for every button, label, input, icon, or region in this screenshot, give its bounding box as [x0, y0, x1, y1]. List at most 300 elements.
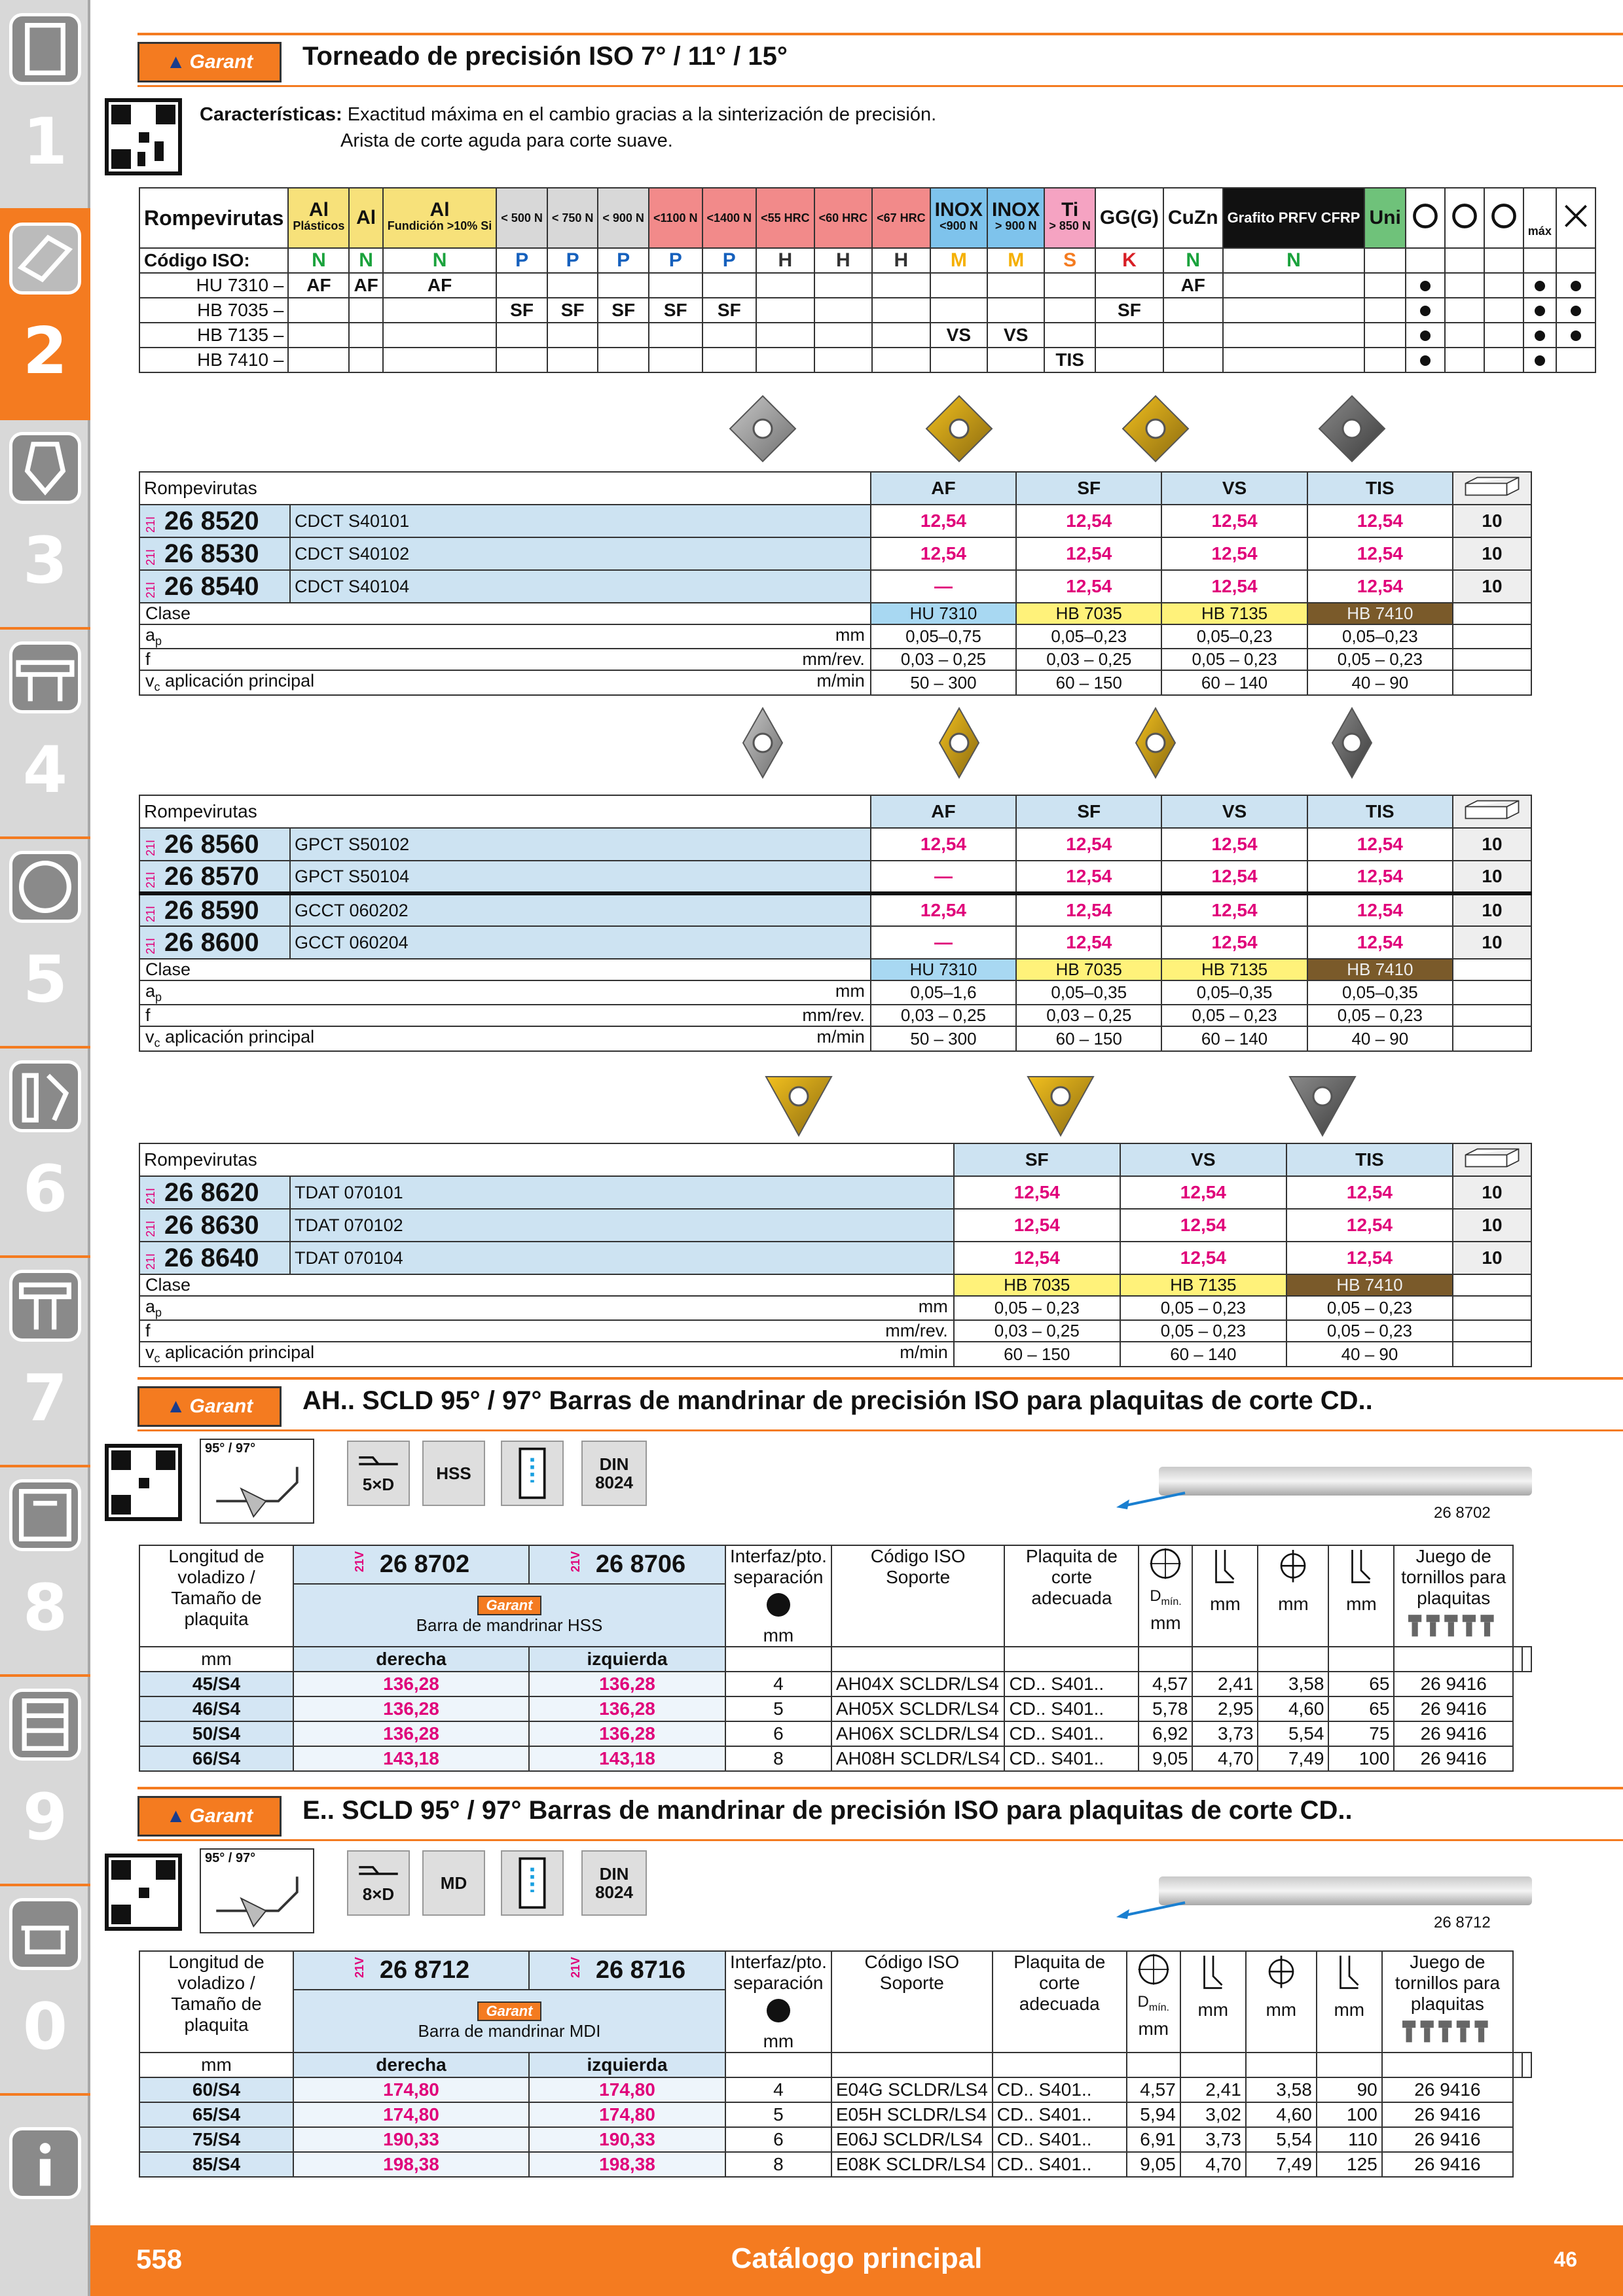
material-strength: Fundición >10% Si: [387, 219, 492, 232]
spec-value: 0,03 – 0,25: [1016, 649, 1161, 670]
price-cell: 12,54: [1307, 893, 1453, 926]
pack-quantity: 10: [1453, 1176, 1531, 1209]
table-row: [139, 828, 1531, 861]
price-cell: 174,80: [529, 2102, 725, 2127]
sidebar-section-0[interactable]: [0, 1885, 90, 2094]
unit: mm: [1346, 1594, 1377, 1614]
spec-unit: m/min: [816, 671, 865, 691]
price-cell: 12,54: [1016, 570, 1161, 603]
interface-header: Interfaz/pto. separación mm: [725, 1545, 831, 1647]
spec-value: 0,03 – 0,25: [1016, 1005, 1161, 1026]
material-column-header: [288, 188, 349, 248]
material-column-header: [1044, 188, 1095, 248]
sidebar-section-8[interactable]: [0, 1466, 90, 1676]
dot-icon: [1523, 348, 1556, 372]
grade-chipbreaker: TIS: [1044, 348, 1095, 372]
insert-image-icon: [1286, 1067, 1359, 1139]
material-name: GG(G): [1099, 207, 1159, 228]
length-size: 75/S4: [139, 2127, 293, 2152]
spec-subscript: c: [154, 680, 160, 694]
dimension-value: 65: [1328, 1672, 1394, 1696]
spec-name: [145, 1342, 315, 1365]
table-row: [139, 1176, 1531, 1209]
chipbreaker-column: AF: [871, 795, 1016, 828]
table-cell: [1445, 348, 1484, 372]
chapter-number: 8: [22, 1571, 68, 1645]
pack-quantity: 10: [1453, 570, 1531, 603]
sidebar: [0, 0, 90, 2296]
grade-chipbreaker: AF: [383, 273, 497, 298]
boring-header-2: [137, 1792, 1623, 1851]
iso-designation: GCCT 060202: [290, 893, 871, 926]
article-prefix: 21V: [568, 1551, 582, 1572]
grade-chipbreaker: AF: [288, 273, 349, 298]
iso-designation: TDAT 070101: [290, 1176, 954, 1209]
features-line: Exactitud máxima en el cambio gracias a la sinterización de precisión.: [347, 104, 937, 125]
article-number-header: [293, 1951, 529, 1990]
grade-chipbreaker: [383, 323, 497, 348]
grade-chipbreaker: [1223, 323, 1365, 348]
qr-code-icon: [105, 98, 182, 175]
insert-image-icon: [1120, 393, 1192, 465]
spec-value: 0,05–0,23: [1016, 624, 1161, 649]
chapter-number: 1: [22, 105, 68, 179]
dot-icon: [1556, 323, 1596, 348]
grade-chipbreaker: [349, 323, 382, 348]
material-column-header: [872, 188, 930, 248]
insert-image-icon: [1025, 1067, 1097, 1139]
insert-table-gpct-gcct: [139, 795, 1532, 1052]
spec-value: 0,05–1,6: [871, 980, 1016, 1005]
screw-set-label: Juego de tornillos para plaquitas: [1395, 1952, 1501, 2014]
boring-title-1: AH.. SCLD 95° / 97° Barras de mandrinar de precisión ISO para plaquitas de corte CD..: [302, 1386, 1373, 1415]
table-cell: [1484, 348, 1523, 372]
iso-holder-header: [831, 1545, 1005, 1647]
spec-symbol: f: [145, 1321, 151, 1341]
iso-designation: GPCT S50104: [290, 861, 871, 893]
sidebar-section-9[interactable]: [0, 1676, 90, 1885]
table-row: [139, 1672, 1531, 1696]
spec-value: 40 – 90: [1307, 670, 1453, 694]
footer-title: Catálogo principal: [731, 2242, 983, 2274]
material-name: INOX: [934, 199, 983, 221]
iso-code: H: [814, 248, 873, 273]
spec-subscript: c: [154, 1036, 160, 1050]
material-column-header: [649, 188, 702, 248]
chapter-number: 2: [22, 314, 68, 389]
grade-chipbreaker: SF: [496, 298, 547, 323]
material-name: Al: [429, 199, 450, 221]
grade-row: [139, 348, 1596, 372]
article-number: 26 8540: [164, 571, 259, 601]
price-cell: 12,54: [1016, 893, 1161, 926]
grade-name: HU 7310 –: [139, 273, 288, 298]
screw-set-number: 26 9416: [1394, 1721, 1513, 1746]
price-cell: 12,54: [1286, 1176, 1453, 1209]
chipbreaker-column: VS: [1161, 472, 1307, 505]
chapter-number: 6: [22, 1152, 68, 1227]
dot-icon: [1523, 273, 1556, 298]
unit-row: [139, 1647, 1531, 1672]
table-cell: [1484, 298, 1523, 323]
spec-symbol: v: [145, 671, 155, 691]
spec-value: 50 – 300: [871, 670, 1016, 694]
section-header: [137, 38, 1623, 97]
grade-chipbreaker: [987, 273, 1044, 298]
length-diagram-icon: [1317, 1951, 1382, 2053]
spec-value: 0,05–0,23: [1307, 624, 1453, 649]
right-hand-label: derecha: [293, 1647, 529, 1672]
dimension-value: 110: [1317, 2127, 1382, 2152]
screw-set-number: 26 9416: [1394, 1746, 1513, 1771]
table-cell: [1445, 273, 1484, 298]
grade-chipbreaker: [987, 348, 1044, 372]
comma-insert-icon: [1445, 188, 1484, 248]
table-cell: [1453, 670, 1531, 694]
insert-code: CD.. S401..: [1004, 1696, 1139, 1721]
dmin-symbol: D: [1137, 1993, 1149, 2011]
spec-name: [145, 603, 191, 623]
price-cell: —: [871, 570, 1016, 603]
sidebar-section-1[interactable]: [0, 0, 90, 209]
iso-holder-code: E08K SCLDR/LS4: [831, 2152, 993, 2177]
spec-name: [145, 981, 162, 1004]
screw-set-header: [1394, 1545, 1513, 1647]
iso-holder-header: [831, 1951, 993, 2053]
material-column-header: [1364, 188, 1405, 248]
internal-coolant-icon: [501, 1441, 564, 1506]
grade-chipbreaker: [756, 323, 814, 348]
grade-chipbreaker: [702, 323, 757, 348]
article-prefix: 21I: [144, 516, 157, 533]
grade-chipbreaker: [598, 273, 649, 298]
spec-value: 0,03 – 0,25: [871, 1005, 1016, 1026]
garant-logo: ▲ Garant: [137, 1386, 282, 1427]
insert-code: CD.. S401..: [993, 2127, 1127, 2152]
insert-table-cdct: [139, 471, 1532, 696]
left-hand-label: izquierda: [529, 1647, 725, 1672]
table-header-row: [139, 1143, 1531, 1176]
sidebar-section-4[interactable]: [0, 628, 90, 838]
spec-symbol: v: [145, 1342, 155, 1363]
grade-chipbreaker: [1223, 298, 1365, 323]
table-cell: [1004, 1647, 1139, 1672]
article-number-cell: [139, 828, 290, 861]
table-cell: [725, 2053, 831, 2077]
grade-chipbreaker: [649, 323, 702, 348]
grade-chipbreaker: [872, 323, 930, 348]
screw-set-header: [1382, 1951, 1513, 2053]
dimension-value: 9,05: [1139, 1746, 1192, 1771]
table-row: [139, 1721, 1531, 1746]
hook-insert-icon: [1484, 188, 1523, 248]
chapter-icon: [9, 1270, 81, 1342]
spec-unit: m/min: [900, 1342, 948, 1363]
material-strength: < 500 N: [501, 211, 543, 224]
insert-image-icon: [727, 393, 799, 465]
garant-logo: Garant: [477, 2001, 542, 2021]
chipbreaker-label: Rompevirutas: [139, 795, 871, 828]
bar-article-label: 26 8702: [1434, 1504, 1491, 1522]
spec-name: [145, 1321, 151, 1340]
dot-icon: [1556, 298, 1596, 323]
table-cell: [1453, 980, 1531, 1005]
sidebar-section-7[interactable]: [0, 1257, 90, 1466]
spec-value: 0,05 – 0,23: [954, 1296, 1120, 1320]
chapter-number: 0: [22, 1990, 68, 2064]
grade-chipbreaker: [702, 273, 757, 298]
iso-code: P: [547, 248, 598, 273]
chipbreaker-column: TIS: [1286, 1143, 1453, 1176]
material-column-header: [702, 188, 757, 248]
dimension-value: 9,05: [1127, 2152, 1180, 2177]
spec-row: [139, 1274, 1531, 1296]
grade-chipbreaker: [288, 298, 349, 323]
width-diagram-icon: [1258, 1545, 1328, 1647]
iso-holder-code: AH05X SCLDR/LS4: [831, 1696, 1005, 1721]
chipbreaker-column: TIS: [1307, 472, 1453, 505]
width-diagram-icon: [1246, 1951, 1317, 2053]
spec-label: [139, 1005, 871, 1026]
grade-chipbreaker: VS: [987, 323, 1044, 348]
screw-set-label: Juego de tornillos para plaquitas: [1401, 1546, 1506, 1608]
material-name: Ti: [1061, 199, 1079, 221]
table-cell: [1453, 1005, 1531, 1026]
table-cell: [1328, 1647, 1394, 1672]
dimension-value: 100: [1317, 2102, 1382, 2127]
dimension-value: 90: [1317, 2077, 1382, 2102]
material-name: CuZn: [1167, 207, 1218, 228]
spec-name: [145, 960, 191, 979]
grade-chipbreaker: [1095, 348, 1163, 372]
chapter-icon: [9, 1479, 81, 1551]
grade-row: [139, 273, 1596, 298]
insert-code: CD.. S401..: [993, 2077, 1127, 2102]
iso-designation: CDCT S40102: [290, 537, 871, 570]
grade-chipbreaker: AF: [349, 273, 382, 298]
price-cell: 198,38: [529, 2152, 725, 2177]
grade-chipbreaker: [1364, 323, 1405, 348]
article-number-cell: [139, 505, 290, 537]
grade-chipbreaker: [1095, 323, 1163, 348]
interface-header-label: Interfaz/pto. separación: [730, 1546, 827, 1587]
dimension-value: 3,73: [1180, 2127, 1246, 2152]
grade-chipbreaker: [872, 298, 930, 323]
pack-quantity: 10: [1453, 1242, 1531, 1274]
dot-icon: [1406, 298, 1445, 323]
material-strength: < 900 N: [602, 211, 644, 224]
grade-chipbreaker: [702, 348, 757, 372]
table-row: [139, 537, 1531, 570]
spec-row: [139, 1342, 1531, 1366]
dot-icon: [1406, 323, 1445, 348]
grade-chipbreaker: [496, 323, 547, 348]
material-column-header: [598, 188, 649, 248]
chipbreaker-label: Rompevirutas: [139, 1143, 954, 1176]
length-header: [139, 1545, 293, 1647]
article-number: 26 8716: [595, 1956, 686, 1984]
price-cell: 136,28: [529, 1672, 725, 1696]
dimension-value: 5,54: [1246, 2127, 1317, 2152]
spec-label: [139, 649, 871, 670]
table-row: [139, 1746, 1531, 1771]
screw-set-icon: [1404, 1609, 1503, 1639]
table-cell: [1453, 1274, 1531, 1296]
grade-chipbreaker: [872, 273, 930, 298]
spec-label: [139, 959, 871, 980]
pack-quantity: 10: [1453, 1209, 1531, 1242]
grade-chipbreaker: SF: [598, 298, 649, 323]
grade-label: HB 7135: [1161, 959, 1307, 980]
bar-type: Barra de mandrinar MDI: [418, 2021, 601, 2041]
chapter-icon: [9, 13, 81, 85]
price-cell: 143,18: [529, 1746, 725, 1771]
article-number-cell: [139, 1242, 290, 1274]
length-diagram-icon: [1328, 1545, 1394, 1647]
table-cell: [1484, 323, 1523, 348]
spec-row: [139, 649, 1531, 670]
grade-chipbreaker: [649, 348, 702, 372]
price-cell: 12,54: [1307, 537, 1453, 570]
garant-logo: ▲ Garant: [137, 42, 282, 82]
table-row: [139, 861, 1531, 893]
grade-chipbreaker: [1044, 273, 1095, 298]
pack-quantity: 10: [1453, 861, 1531, 893]
iso-designation: CDCT S40104: [290, 570, 871, 603]
info-icon[interactable]: [9, 2127, 81, 2199]
dimension-value: 65: [1328, 1696, 1394, 1721]
chapter-icon: [9, 432, 81, 504]
sidebar-section-2[interactable]: [0, 209, 90, 419]
interface-size: 4: [725, 2077, 831, 2102]
interface-header: Interfaz/pto. separación mm: [725, 1951, 831, 2053]
dmin-header: [1139, 1545, 1192, 1647]
grade-label: HB 7410: [1307, 959, 1453, 980]
features-line: Arista de corte aguda para corte suave.: [340, 130, 673, 151]
spec-label: [139, 1274, 954, 1296]
iso-code: P: [496, 248, 547, 273]
sidebar-section-6[interactable]: [0, 1047, 90, 1257]
price-cell: 12,54: [871, 828, 1016, 861]
dmin-subscript: mín.: [1161, 1596, 1182, 1607]
price-cell: 190,33: [529, 2127, 725, 2152]
grade-chipbreaker: [814, 298, 873, 323]
screw-set-number: 26 9416: [1382, 2077, 1513, 2102]
spec-unit: mm/rev.: [885, 1321, 948, 1341]
depth-diagram-icon: [1192, 1545, 1258, 1647]
interface-size: 6: [725, 2127, 831, 2152]
grade-chipbreaker: [349, 348, 382, 372]
boring-header-1: [137, 1382, 1623, 1441]
iso-code: S: [1044, 248, 1095, 273]
insert-code: CD.. S401..: [993, 2152, 1127, 2177]
iso-code: P: [649, 248, 702, 273]
material-name: INOX: [992, 199, 1040, 221]
spec-row: [139, 1026, 1531, 1050]
pack-quantity-icon: [1453, 795, 1531, 828]
bar-type: Barra de mandrinar HSS: [416, 1615, 603, 1636]
article-number-cell: [139, 1209, 290, 1242]
dimension-value: 5,78: [1139, 1696, 1192, 1721]
table-cell: [1139, 1647, 1192, 1672]
dimension-value: 4,57: [1127, 2077, 1180, 2102]
material-column-header: [756, 188, 814, 248]
spec-subscript: p: [155, 1306, 162, 1319]
table-cell: [1453, 603, 1531, 624]
grade-chipbreaker: AF: [1163, 273, 1223, 298]
material-column-header: [383, 188, 497, 248]
dmin-subscript: mín.: [1148, 2001, 1169, 2013]
grade-label: HB 7410: [1307, 603, 1453, 624]
insert-header-label: Plaquita de corte adecuada: [1013, 1952, 1106, 2014]
price-cell: 136,28: [529, 1696, 725, 1721]
material-strength: <900 N: [939, 219, 978, 232]
pack-quantity: 10: [1453, 828, 1531, 861]
iso-code: K: [1095, 248, 1163, 273]
material-name: Al: [308, 199, 329, 221]
footer: [90, 2225, 1623, 2296]
pack-quantity-icon: [1453, 472, 1531, 505]
length-size: 85/S4: [139, 2152, 293, 2177]
chapter-number: 3: [22, 524, 68, 598]
sidebar-section-5[interactable]: [0, 838, 90, 1047]
spec-row: [139, 1320, 1531, 1342]
grade-chipbreaker: [1223, 273, 1365, 298]
price-cell: 12,54: [1016, 505, 1161, 537]
grade-label: HB 7035: [1016, 959, 1161, 980]
dimension-value: 2,41: [1192, 1672, 1258, 1696]
table-cell: [1445, 248, 1484, 273]
grade-chipbreaker: [814, 348, 873, 372]
spec-value: 60 – 150: [954, 1342, 1120, 1366]
material-column-header: [496, 188, 547, 248]
grade-chipbreaker: [756, 298, 814, 323]
dry-icon: [1556, 188, 1596, 248]
price-cell: —: [871, 861, 1016, 893]
dimension-value: 3,02: [1180, 2102, 1246, 2127]
screw-set-icon: [1398, 2015, 1497, 2045]
table-cell: [1317, 2053, 1382, 2077]
price-cell: 12,54: [1120, 1242, 1286, 1274]
chapter-icon: [9, 1898, 81, 1970]
material-column-header: [547, 188, 598, 248]
length-size: 50/S4: [139, 1721, 293, 1746]
article-number: 26 8712: [379, 1956, 470, 1984]
dmin-symbol: D: [1150, 1587, 1161, 1605]
angle-label: 95° / 97°: [205, 1851, 256, 1865]
grade-chipbreaker: [756, 273, 814, 298]
sidebar-section-3[interactable]: [0, 419, 90, 628]
price-cell: 12,54: [954, 1242, 1120, 1274]
material-name: Grafito PRFV CFRP: [1227, 209, 1360, 226]
table-cell: [1445, 298, 1484, 323]
max-label: máx: [1527, 224, 1552, 238]
article-prefix: 21I: [144, 1220, 157, 1237]
grade-label: HB 7410: [1286, 1274, 1453, 1296]
price-cell: 12,54: [1161, 537, 1307, 570]
length-size: 66/S4: [139, 1746, 293, 1771]
dimension-value: 7,49: [1258, 1746, 1328, 1771]
iso-holder-code: AH04X SCLDR/LS4: [831, 1672, 1005, 1696]
material-column-header: [930, 188, 987, 248]
angle-diagram-icon: [200, 1848, 314, 1933]
article-prefix: 21I: [144, 937, 157, 954]
grade-chipbreaker: [814, 323, 873, 348]
material-strength: <1100 N: [653, 211, 698, 224]
insert-table-tdat: [139, 1143, 1532, 1367]
grade-name: HB 7035 –: [139, 298, 288, 323]
spec-label: [139, 1026, 871, 1050]
